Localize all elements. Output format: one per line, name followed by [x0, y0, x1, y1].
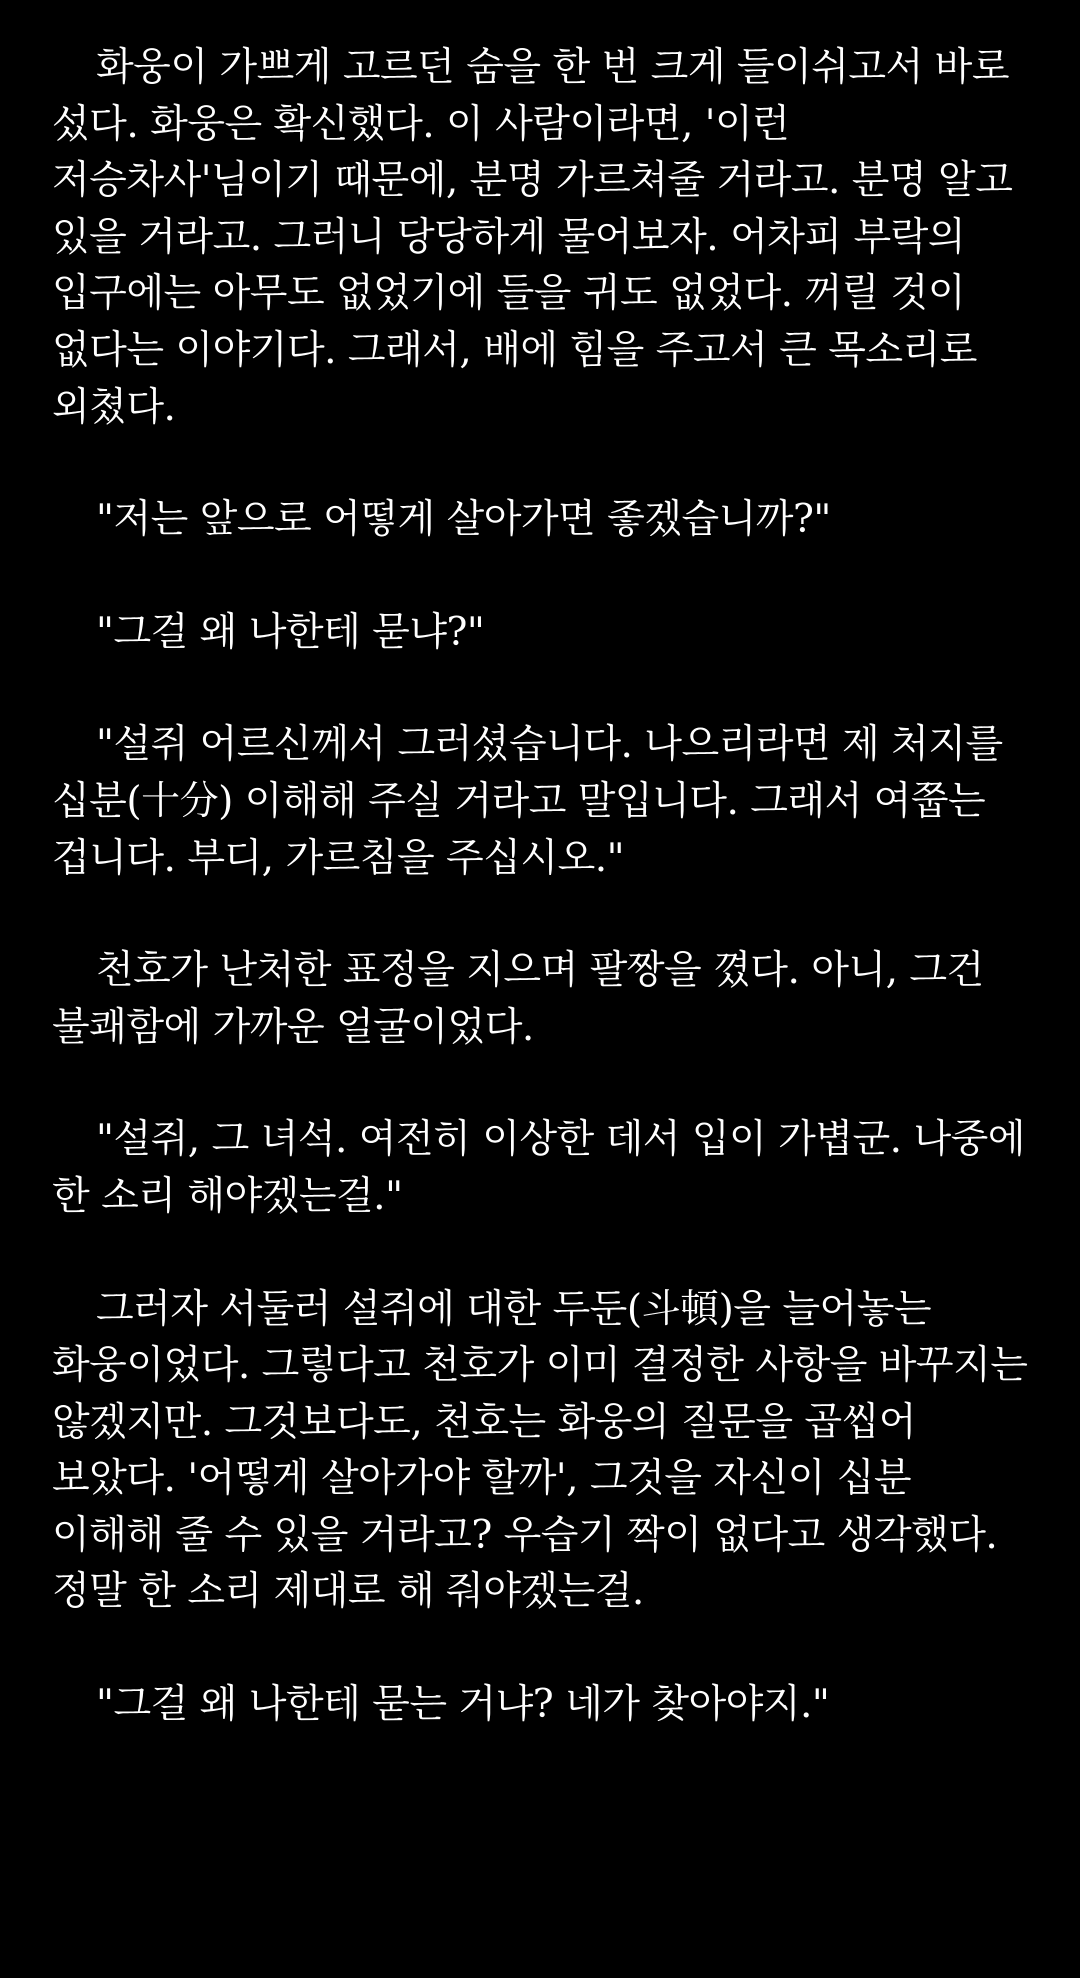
paragraph: 천호가 난처한 표정을 지으며 팔짱을 꼈다. 아니, 그건 불쾌함에 가까운 얼굴이었다.: [52, 948, 984, 1050]
paragraph: 화웅이 가쁘게 고르던 숨을 한 번 크게 들이쉬고서 바로 섰다. 화웅은 확신했다. 이 사람이라면, '이런 저승차사'님이기 때문에, 분명 가르쳐줄 거라고. 분명 알고 있을 거라고. 그러니 당당하게 물어보자. 어차피 부락의 입구에는 아무도 없었기에 들을 귀도 없었다. 꺼릴 것이 없다는 이야기다. 그래서, 배에 힘을 주고서 큰 목소리로 외쳤다.: [52, 45, 1013, 430]
paragraph: "설쥐 어르신께서 그러셨습니다. 나으리라면 제 처지를 십분(十分) 이해해 주실 거라고 말입니다. 그래서 여쭙는 겁니다. 부디, 가르침을 주십시오.": [52, 722, 1003, 881]
paragraph: "그걸 왜 나한테 묻는 거냐? 네가 찾아야지.": [96, 1682, 830, 1728]
paragraph: "그걸 왜 나한테 묻냐?": [96, 609, 485, 655]
paragraph: "저는 앞으로 어떻게 살아가면 좋겠습니까?": [96, 497, 831, 543]
paragraph: "설쥐, 그 녀석. 여전히 이상한 데서 입이 가볍군. 나중에 한 소리 해야겠는걸.": [52, 1117, 1025, 1219]
reader-page: [52, 40, 1028, 1965]
paragraph: 그러자 서둘러 설쥐에 대한 두둔(斗頓)을 늘어놓는 화웅이었다. 그렇다고 천호가 이미 결정한 사항을 바꾸지는 않겠지만. 그것보다도, 천호는 화웅의 질문을 곱씹어 보았다. '어떻게 살아가야 할까', 그것을 자신이 십분 이해해 줄 수 있을 거라고? 우습기 짝이 없다고 생각했다. 정말 한 소리 제대로 해 줘야겠는걸.: [52, 1286, 1028, 1615]
